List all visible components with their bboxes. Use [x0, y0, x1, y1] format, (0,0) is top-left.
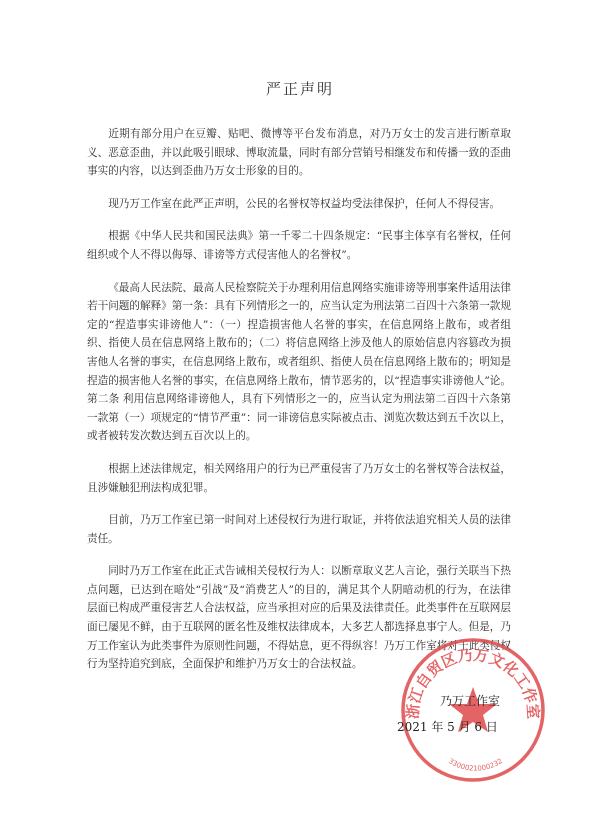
paragraph: 现乃万工作室在此严正声明，公民的名誉权等权益均受法律保护，任何人不得侵害。 — [108, 197, 501, 210]
document-title: 严正声明 — [265, 80, 334, 98]
seal-number: 3300021000232 — [447, 757, 504, 773]
paragraph: 根据《中华人民共和国民法典》第一千零二十四条规定：“民事主体享有名誉权，任何组织或个人不得以侮辱、诽谤等方式侵害他人的名誉权”。 — [87, 230, 511, 261]
signature: 乃万工作室 — [440, 694, 501, 708]
paragraph: 根据上述法律规定，相关网络用户的行为已严重侵害了乃万女士的名誉权等合法权益，且涉嫌触犯刑法构成犯罪。 — [87, 462, 511, 494]
signature-date: 2021 年 5 月 6 日 — [397, 720, 498, 734]
paragraph: 同时乃万工作室在此正式告诫相关侵权行为人：以断章取义艺人言论，强行关联当下热点问题，已达到在暗处“引战”及“消费艺人”的目的，满足其个人阴暗动机的行为，在法律层面已构成严重侵害艺人合法权益，应当承担对应的后果及法律责任。此类事件在互联网层面已屡见不鲜，由于互联网的匿名性及维权法律成本，大多艺人都选择息事宁人。但是，乃万工作室认为此类事件为原则性问题，不得姑息，更不得纵容！乃万工作室将对于此类侵权行为坚持追究到底，全面保护和维护乃万女士的合法权益。 — [87, 565, 511, 671]
paragraph: 目前，乃万工作室已第一时间对上述侵权行为进行取证，并将依法追究相关人员的法律责任。 — [87, 514, 511, 545]
official-seal — [398, 635, 548, 785]
paragraph: 近期有部分用户在豆瓣、贴吧、微博等平台发布消息，对乃万女士的发言进行断章取义、恶意歪曲，并以此吸引眼球、博取流量，同时有部分营销号相继发布和传播一致的歪曲事实的内容，以达到歪曲乃万女士形象的目的。 — [87, 128, 511, 178]
paragraph: 《最高人民法院、最高人民检察院关于办理利用信息网络实施诽谤等刑事案件适用法律若干问题的解释》第一条：具有下列情形之一的，应当认定为刑法第二百四十六条第一款规定的“捏造事实诽谤他人”：（一）捏造损害他人名誉的事实，在信息网络上散布，或者组织、指使人员在信息网络上散布的；（二）将信息网络上涉及他人的原始信息内容篡改为损害他人名誉的事实，在信息网络上散布，或者组织、指使人员在信息网络上散布的；明知是捏造的损害他人名誉的事实，在信息网络上散布，情节恶劣的，以“捏造事实诽谤他人”论。第二条 利用信息网络诽谤他人，具有下列情形之一的，应当认定为刑法第二百四十六条第一款第（一）项规定的“情节严重”：同一诽谤信息实际被点击、浏览次数达到五千次以上，或者被转发次数达到五百次以上的。 — [87, 281, 511, 443]
document-body — [87, 125, 511, 688]
seal-text: 浙江自贸区乃万文化工作室 — [403, 645, 543, 720]
